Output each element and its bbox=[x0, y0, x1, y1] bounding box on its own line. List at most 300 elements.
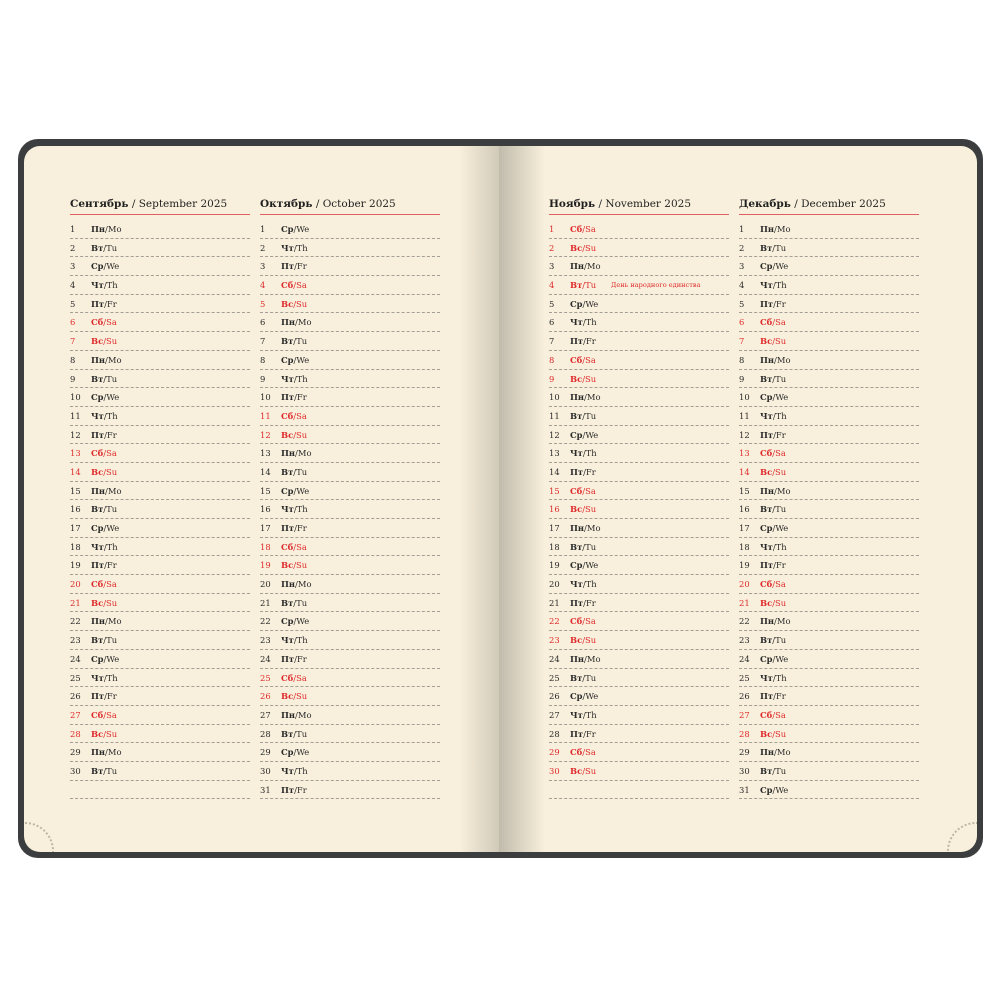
day-row[interactable] bbox=[260, 538, 440, 557]
day-row[interactable] bbox=[739, 687, 919, 706]
weekday-ru: Пт bbox=[281, 653, 295, 664]
weekday-ru: Вс bbox=[570, 373, 583, 384]
weekday-en: /Su bbox=[582, 242, 597, 253]
day-row[interactable] bbox=[739, 313, 919, 332]
day-row[interactable] bbox=[549, 556, 729, 575]
day-row[interactable] bbox=[260, 781, 440, 800]
day-row[interactable] bbox=[549, 426, 729, 445]
weekday-ru: Пн bbox=[760, 224, 775, 234]
day-number: 28 bbox=[739, 728, 750, 739]
day-row[interactable] bbox=[70, 612, 250, 631]
weekday-label bbox=[760, 426, 786, 444]
weekday-en: /Su bbox=[582, 373, 597, 384]
day-row[interactable] bbox=[260, 257, 440, 276]
day-list bbox=[739, 220, 919, 799]
month-name-en: / October 2025 bbox=[315, 198, 396, 210]
day-number: 12 bbox=[549, 429, 560, 440]
day-row[interactable] bbox=[549, 500, 729, 519]
day-row[interactable] bbox=[70, 743, 250, 762]
day-row[interactable] bbox=[739, 220, 919, 239]
day-row[interactable] bbox=[739, 706, 919, 725]
weekday-label bbox=[570, 519, 601, 537]
day-row[interactable] bbox=[70, 762, 250, 781]
day-row[interactable] bbox=[260, 276, 440, 295]
day-row[interactable] bbox=[549, 706, 729, 725]
weekday-en: /Tu bbox=[772, 373, 787, 384]
weekday-label bbox=[281, 538, 307, 556]
weekday-en: /We bbox=[293, 224, 310, 234]
left-page bbox=[24, 146, 499, 852]
day-row[interactable] bbox=[260, 220, 440, 239]
day-number: 28 bbox=[260, 728, 271, 739]
day-row[interactable] bbox=[739, 295, 919, 314]
day-number: 24 bbox=[260, 653, 271, 664]
weekday-ru: Сб bbox=[570, 747, 583, 758]
day-number: 15 bbox=[70, 485, 81, 496]
day-row[interactable] bbox=[549, 762, 729, 781]
weekday-ru: Чт bbox=[281, 242, 294, 253]
day-number: 16 bbox=[260, 504, 271, 515]
day-row[interactable] bbox=[260, 725, 440, 744]
weekday-en: /Tu bbox=[293, 728, 308, 739]
weekday-label bbox=[760, 762, 786, 780]
weekday-label bbox=[91, 725, 117, 743]
day-row[interactable] bbox=[549, 276, 729, 295]
month-header bbox=[549, 196, 729, 215]
weekday-en: /Sa bbox=[103, 317, 117, 328]
weekday-ru: Вт bbox=[91, 635, 104, 646]
day-row[interactable] bbox=[260, 669, 440, 688]
day-row[interactable] bbox=[70, 669, 250, 688]
weekday-ru: Пн bbox=[91, 354, 106, 365]
day-row[interactable] bbox=[739, 482, 919, 501]
weekday-label bbox=[760, 444, 786, 462]
weekday-ru: Ср bbox=[570, 298, 583, 309]
day-row[interactable] bbox=[549, 295, 729, 314]
weekday-ru: Чт bbox=[760, 280, 773, 291]
weekday-ru: Вс bbox=[91, 728, 104, 739]
weekday-label bbox=[91, 426, 117, 444]
day-row[interactable] bbox=[549, 463, 729, 482]
day-row[interactable] bbox=[260, 762, 440, 781]
day-row[interactable] bbox=[549, 407, 729, 426]
weekday-en: /Tu bbox=[103, 373, 118, 384]
day-row[interactable] bbox=[70, 426, 250, 445]
day-number: 22 bbox=[739, 616, 750, 627]
weekday-ru: Пн bbox=[91, 224, 106, 234]
day-row[interactable] bbox=[739, 669, 919, 688]
weekday-ru: Вс bbox=[570, 765, 583, 776]
weekday-label bbox=[760, 257, 788, 275]
day-row[interactable] bbox=[70, 631, 250, 650]
weekday-ru: Вс bbox=[760, 336, 773, 347]
day-number: 7 bbox=[70, 336, 76, 347]
weekday-ru: Вт bbox=[760, 504, 773, 515]
day-row[interactable] bbox=[70, 257, 250, 276]
day-row[interactable] bbox=[549, 538, 729, 557]
day-row[interactable] bbox=[260, 426, 440, 445]
day-row[interactable] bbox=[70, 295, 250, 314]
day-row[interactable] bbox=[739, 556, 919, 575]
weekday-ru: Пн bbox=[281, 579, 296, 590]
weekday-ru: Сб bbox=[91, 317, 104, 328]
weekday-en: /Th bbox=[582, 448, 597, 459]
day-number: 18 bbox=[739, 541, 750, 552]
weekday-ru: Вс bbox=[570, 504, 583, 515]
day-row[interactable] bbox=[739, 407, 919, 426]
weekday-en: /Fr bbox=[773, 691, 786, 702]
weekday-en: /Sa bbox=[103, 709, 117, 720]
day-number: 2 bbox=[739, 242, 745, 253]
day-row[interactable] bbox=[739, 743, 919, 762]
weekday-ru: Пт bbox=[281, 523, 295, 533]
weekday-en: /Th bbox=[293, 635, 308, 646]
day-row[interactable] bbox=[70, 575, 250, 594]
day-number: 22 bbox=[70, 616, 81, 627]
weekday-ru: Чт bbox=[760, 541, 773, 552]
day-row[interactable] bbox=[549, 743, 729, 762]
day-row[interactable] bbox=[70, 725, 250, 744]
weekday-label bbox=[760, 239, 786, 257]
weekday-en: /Su bbox=[772, 728, 787, 739]
day-row[interactable] bbox=[70, 313, 250, 332]
day-row[interactable] bbox=[739, 538, 919, 557]
day-row[interactable] bbox=[260, 239, 440, 258]
left-page-gutter-shadow bbox=[459, 146, 499, 852]
day-row[interactable] bbox=[739, 426, 919, 445]
weekday-label bbox=[760, 725, 786, 743]
day-row[interactable] bbox=[549, 388, 729, 407]
weekday-en: /Th bbox=[582, 579, 597, 590]
day-row[interactable] bbox=[70, 687, 250, 706]
day-row[interactable] bbox=[739, 332, 919, 351]
day-row[interactable] bbox=[70, 482, 250, 501]
day-number: 27 bbox=[549, 709, 560, 720]
weekday-en: /Th bbox=[103, 280, 118, 291]
weekday-label bbox=[570, 538, 596, 556]
weekday-ru: Пт bbox=[760, 691, 774, 702]
weekday-en: /Mo bbox=[774, 616, 791, 627]
day-number: 11 bbox=[70, 410, 81, 421]
day-row[interactable] bbox=[549, 575, 729, 594]
day-row[interactable] bbox=[739, 631, 919, 650]
day-number: 14 bbox=[549, 466, 560, 477]
weekday-label bbox=[91, 332, 117, 350]
empty-row bbox=[70, 781, 250, 800]
weekday-label bbox=[281, 444, 312, 462]
day-number: 8 bbox=[549, 354, 555, 365]
weekday-label bbox=[570, 575, 597, 593]
weekday-label bbox=[91, 706, 117, 724]
day-row[interactable] bbox=[70, 276, 250, 295]
weekday-label bbox=[281, 239, 308, 257]
day-row[interactable] bbox=[260, 388, 440, 407]
weekday-en: /Fr bbox=[294, 784, 307, 795]
weekday-label bbox=[91, 313, 117, 331]
weekday-ru: Пт bbox=[760, 429, 774, 440]
day-row[interactable] bbox=[260, 687, 440, 706]
day-row[interactable] bbox=[739, 612, 919, 631]
weekday-ru: Ср bbox=[91, 261, 104, 272]
weekday-label bbox=[760, 463, 786, 481]
day-row[interactable] bbox=[70, 220, 250, 239]
month-name-ru: Сентябрь bbox=[70, 198, 129, 210]
day-number: 2 bbox=[549, 242, 555, 253]
day-number: 6 bbox=[549, 317, 555, 328]
holiday-label: День народного единства bbox=[611, 281, 701, 290]
day-row[interactable] bbox=[549, 594, 729, 613]
weekday-en: /Th bbox=[772, 541, 787, 552]
weekday-label bbox=[91, 538, 118, 556]
day-row[interactable] bbox=[70, 519, 250, 538]
day-row[interactable] bbox=[260, 482, 440, 501]
day-row[interactable] bbox=[260, 295, 440, 314]
day-row[interactable] bbox=[260, 463, 440, 482]
day-number: 4 bbox=[260, 280, 266, 291]
day-row[interactable] bbox=[70, 370, 250, 389]
weekday-en: /We bbox=[772, 653, 789, 664]
month-october bbox=[260, 196, 440, 799]
day-row[interactable] bbox=[260, 444, 440, 463]
day-number: 21 bbox=[549, 597, 560, 608]
day-number: 3 bbox=[549, 261, 555, 272]
weekday-ru: Сб bbox=[760, 709, 773, 720]
weekday-en: /Su bbox=[582, 765, 597, 776]
day-row[interactable] bbox=[260, 706, 440, 725]
weekday-en: /Mo bbox=[774, 224, 791, 234]
day-row[interactable] bbox=[260, 407, 440, 426]
weekday-ru: Вс bbox=[760, 597, 773, 608]
day-number: 4 bbox=[70, 280, 76, 291]
day-row[interactable] bbox=[739, 725, 919, 744]
weekday-en: /Su bbox=[103, 597, 118, 608]
day-number: 26 bbox=[549, 691, 560, 702]
weekday-ru: Вт bbox=[570, 541, 583, 552]
day-row[interactable] bbox=[739, 388, 919, 407]
weekday-ru: Чт bbox=[281, 504, 294, 515]
weekday-ru: Ср bbox=[570, 560, 583, 571]
day-row[interactable] bbox=[739, 762, 919, 781]
day-row[interactable] bbox=[549, 669, 729, 688]
day-number: 24 bbox=[549, 653, 560, 664]
weekday-label bbox=[91, 762, 117, 780]
day-number: 3 bbox=[739, 261, 745, 272]
day-row[interactable] bbox=[549, 370, 729, 389]
day-row[interactable] bbox=[70, 239, 250, 258]
day-number: 31 bbox=[260, 784, 271, 795]
day-number: 5 bbox=[739, 298, 745, 309]
day-number: 12 bbox=[70, 429, 81, 440]
day-row[interactable] bbox=[70, 351, 250, 370]
day-row[interactable] bbox=[260, 743, 440, 762]
day-row[interactable] bbox=[260, 313, 440, 332]
day-row[interactable] bbox=[70, 500, 250, 519]
weekday-ru: Чт bbox=[570, 579, 583, 590]
weekday-label bbox=[281, 276, 307, 294]
day-number: 30 bbox=[549, 765, 560, 776]
weekday-ru: Вт bbox=[570, 410, 583, 421]
day-row[interactable] bbox=[70, 650, 250, 669]
weekday-label bbox=[760, 538, 787, 556]
weekday-ru: Сб bbox=[91, 579, 104, 590]
day-number: 21 bbox=[260, 597, 271, 608]
weekday-ru: Сб bbox=[281, 280, 294, 291]
weekday-label bbox=[760, 351, 791, 369]
day-row[interactable] bbox=[70, 407, 250, 426]
weekday-label bbox=[760, 612, 791, 630]
day-row[interactable] bbox=[260, 575, 440, 594]
day-row[interactable] bbox=[260, 500, 440, 519]
weekday-ru: Пт bbox=[760, 298, 774, 309]
weekday-label bbox=[91, 257, 119, 275]
day-number: 2 bbox=[260, 242, 266, 253]
day-number: 14 bbox=[70, 466, 81, 477]
weekday-ru: Вс bbox=[281, 691, 294, 702]
weekday-ru: Сб bbox=[570, 224, 583, 234]
day-number: 11 bbox=[260, 410, 271, 421]
weekday-label bbox=[281, 612, 309, 630]
weekday-ru: Чт bbox=[570, 448, 583, 459]
day-row[interactable] bbox=[549, 612, 729, 631]
day-number: 6 bbox=[260, 317, 266, 328]
day-row[interactable] bbox=[739, 463, 919, 482]
day-number: 4 bbox=[549, 280, 555, 291]
weekday-ru: Пн bbox=[570, 261, 585, 272]
weekday-ru: Чт bbox=[91, 541, 104, 552]
weekday-ru: Пн bbox=[91, 485, 106, 496]
weekday-label bbox=[281, 631, 308, 649]
day-row[interactable] bbox=[739, 594, 919, 613]
weekday-en: /We bbox=[293, 747, 310, 758]
day-row[interactable] bbox=[549, 332, 729, 351]
day-number: 20 bbox=[549, 579, 560, 590]
day-row[interactable] bbox=[549, 482, 729, 501]
weekday-en: /Su bbox=[293, 560, 308, 571]
weekday-ru: Пт bbox=[281, 392, 295, 403]
day-row[interactable] bbox=[260, 556, 440, 575]
weekday-en: /Sa bbox=[582, 224, 596, 234]
day-row[interactable] bbox=[260, 370, 440, 389]
day-number: 9 bbox=[70, 373, 76, 384]
day-row[interactable] bbox=[549, 687, 729, 706]
weekday-en: /We bbox=[582, 560, 599, 571]
day-row[interactable] bbox=[260, 519, 440, 538]
month-name-ru: Октябрь bbox=[260, 198, 313, 210]
day-number: 13 bbox=[739, 448, 750, 459]
weekday-en: /We bbox=[582, 298, 599, 309]
weekday-label bbox=[570, 500, 596, 518]
weekday-label bbox=[91, 482, 122, 500]
day-row[interactable] bbox=[549, 239, 729, 258]
day-row[interactable] bbox=[739, 276, 919, 295]
weekday-ru: Чт bbox=[760, 410, 773, 421]
day-number: 18 bbox=[70, 541, 81, 552]
day-row[interactable] bbox=[70, 332, 250, 351]
day-row[interactable] bbox=[739, 239, 919, 258]
weekday-en: /Sa bbox=[293, 541, 307, 552]
day-row[interactable] bbox=[549, 351, 729, 370]
weekday-ru: Вс bbox=[281, 560, 294, 571]
weekday-en: /We bbox=[582, 429, 599, 440]
day-row[interactable] bbox=[739, 519, 919, 538]
day-row[interactable] bbox=[549, 650, 729, 669]
day-row[interactable] bbox=[739, 351, 919, 370]
day-number: 6 bbox=[70, 317, 76, 328]
day-row[interactable] bbox=[739, 370, 919, 389]
weekday-en: /Mo bbox=[105, 747, 122, 758]
day-list bbox=[70, 220, 250, 799]
day-row[interactable] bbox=[260, 332, 440, 351]
weekday-label bbox=[91, 295, 117, 313]
day-number: 10 bbox=[260, 392, 271, 403]
day-row[interactable] bbox=[739, 781, 919, 800]
weekday-label bbox=[760, 313, 786, 331]
day-number: 28 bbox=[70, 728, 81, 739]
day-row[interactable] bbox=[260, 351, 440, 370]
weekday-ru: Ср bbox=[281, 354, 294, 365]
day-row[interactable] bbox=[70, 444, 250, 463]
day-row[interactable] bbox=[70, 463, 250, 482]
left-corner-stitching bbox=[24, 822, 54, 852]
weekday-en: /Su bbox=[103, 336, 118, 347]
day-row[interactable] bbox=[70, 594, 250, 613]
day-row[interactable] bbox=[739, 650, 919, 669]
day-row[interactable] bbox=[70, 706, 250, 725]
day-row[interactable] bbox=[549, 313, 729, 332]
weekday-en: /Fr bbox=[773, 429, 786, 440]
weekday-en: /Mo bbox=[774, 747, 791, 758]
day-row[interactable] bbox=[549, 519, 729, 538]
day-row[interactable] bbox=[549, 444, 729, 463]
day-number: 7 bbox=[739, 336, 745, 347]
weekday-ru: Сб bbox=[760, 317, 773, 328]
weekday-en: /Tu bbox=[103, 635, 118, 646]
weekday-label bbox=[570, 370, 596, 388]
weekday-ru: Сб bbox=[281, 672, 294, 683]
day-number: 25 bbox=[739, 672, 750, 683]
day-number: 24 bbox=[70, 653, 81, 664]
day-row[interactable] bbox=[739, 444, 919, 463]
day-row[interactable] bbox=[70, 556, 250, 575]
weekday-label bbox=[91, 220, 122, 238]
day-row[interactable] bbox=[549, 631, 729, 650]
day-row[interactable] bbox=[739, 575, 919, 594]
day-number: 16 bbox=[549, 504, 560, 515]
day-row[interactable] bbox=[70, 388, 250, 407]
day-row[interactable] bbox=[260, 594, 440, 613]
day-number: 25 bbox=[260, 672, 271, 683]
day-row[interactable] bbox=[549, 725, 729, 744]
month-december bbox=[739, 196, 919, 799]
day-row[interactable] bbox=[739, 500, 919, 519]
day-number: 1 bbox=[739, 224, 745, 234]
day-row[interactable] bbox=[260, 650, 440, 669]
day-row[interactable] bbox=[739, 257, 919, 276]
weekday-label bbox=[91, 239, 117, 257]
weekday-ru: Сб bbox=[281, 410, 294, 421]
day-row[interactable] bbox=[70, 538, 250, 557]
weekday-en: /Tu bbox=[582, 672, 597, 683]
weekday-label bbox=[570, 687, 598, 705]
weekday-en: /Mo bbox=[105, 224, 122, 234]
day-number: 4 bbox=[739, 280, 745, 291]
day-row[interactable] bbox=[260, 631, 440, 650]
day-row[interactable] bbox=[549, 257, 729, 276]
day-row[interactable] bbox=[260, 612, 440, 631]
weekday-ru: Вт bbox=[91, 373, 104, 384]
day-row[interactable] bbox=[549, 220, 729, 239]
weekday-en: /Th bbox=[103, 672, 118, 683]
